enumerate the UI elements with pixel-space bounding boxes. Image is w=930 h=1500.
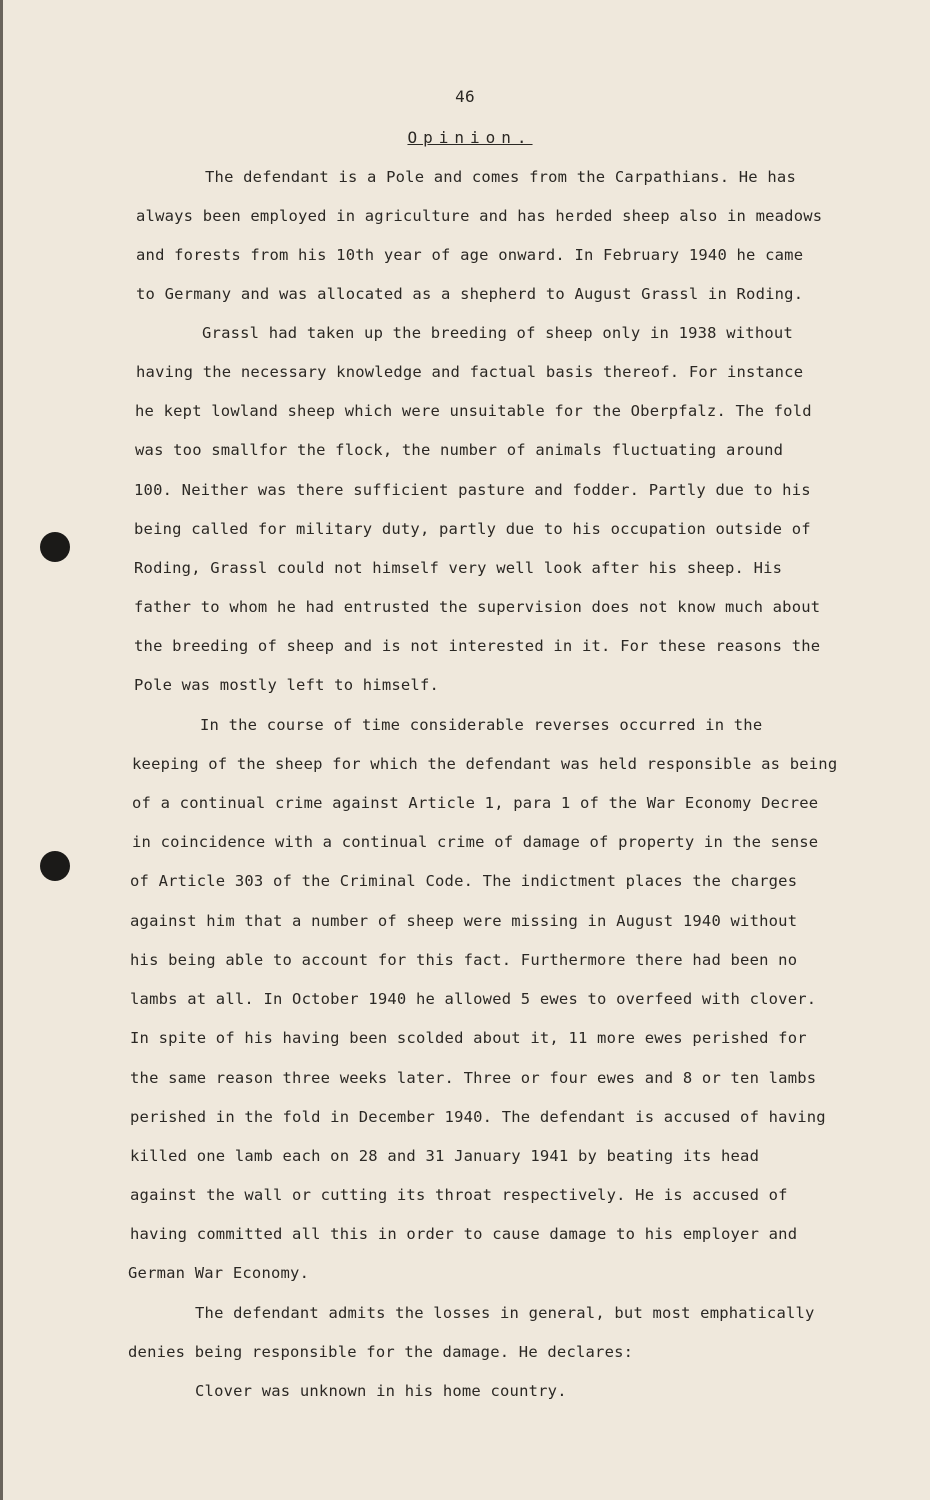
text-line: keeping of the sheep for which the defendant was held responsible as being <box>132 755 838 773</box>
text-line: killed one lamb each on 28 and 31 January 1941 by beating its head <box>130 1147 760 1165</box>
section-heading: Opinion. <box>407 128 533 147</box>
text-line: Roding, Grassl could not himself very well look after his sheep. His <box>134 559 783 577</box>
text-line: to Germany and was allocated as a shepherd to August Grassl in Roding. <box>136 285 804 303</box>
text-line: always been employed in agriculture and has herded sheep also in meadows <box>136 207 823 225</box>
text-line: being called for military duty, partly due to his occupation outside of <box>134 520 811 538</box>
text-line: against him that a number of sheep were missing in August 1940 without <box>130 912 798 930</box>
text-line: The defendant is a Pole and comes from the Carpathians. He has <box>205 168 796 186</box>
page-number: 46 <box>455 87 475 106</box>
punch-hole <box>40 532 70 562</box>
page-edge <box>0 0 3 1500</box>
text-line: perished in the fold in December 1940. The defendant is accused of having <box>130 1108 826 1126</box>
text-line: German War Economy. <box>128 1264 310 1282</box>
text-line: denies being responsible for the damage. He declares: <box>128 1343 634 1361</box>
text-line: against the wall or cutting its throat respectively. He is accused of <box>130 1186 788 1204</box>
text-line: The defendant admits the losses in general, but most emphatically <box>195 1304 815 1322</box>
text-line: in coincidence with a continual crime of damage of property in the sense <box>132 833 819 851</box>
text-line: In spite of his having been scolded about it, 11 more ewes perished for <box>130 1029 807 1047</box>
text-line: he kept lowland sheep which were unsuitable for the Oberpfalz. The fold <box>135 402 812 420</box>
text-line: the breeding of sheep and is not interested in it. For these reasons the <box>134 637 821 655</box>
text-line: having the necessary knowledge and factual basis thereof. For instance <box>136 363 804 381</box>
text-line: his being able to account for this fact. Furthermore there had been no <box>130 951 798 969</box>
text-line: Clover was unknown in his home country. <box>195 1382 567 1400</box>
text-line: In the course of time considerable reverses occurred in the <box>200 716 763 734</box>
text-line: of a continual crime against Article 1, para 1 of the War Economy Decree <box>132 794 819 812</box>
text-line: of Article 303 of the Criminal Code. The indictment places the charges <box>130 872 798 890</box>
text-line: having committed all this in order to cause damage to his employer and <box>130 1225 798 1243</box>
text-line: lambs at all. In October 1940 he allowed 5 ewes to overfeed with clover. <box>130 990 817 1008</box>
text-line: the same reason three weeks later. Three or four ewes and 8 or ten lambs <box>130 1069 817 1087</box>
text-line: was too smallfor the flock, the number of animals fluctuating around <box>135 441 784 459</box>
text-line: Grassl had taken up the breeding of sheep only in 1938 without <box>202 324 793 342</box>
text-line: Pole was mostly left to himself. <box>134 676 440 694</box>
text-line: and forests from his 10th year of age onward. In February 1940 he came <box>136 246 804 264</box>
text-line: 100. Neither was there sufficient pasture and fodder. Partly due to his <box>134 481 811 499</box>
text-line: father to whom he had entrusted the supervision does not know much about <box>134 598 821 616</box>
punch-hole <box>40 851 70 881</box>
